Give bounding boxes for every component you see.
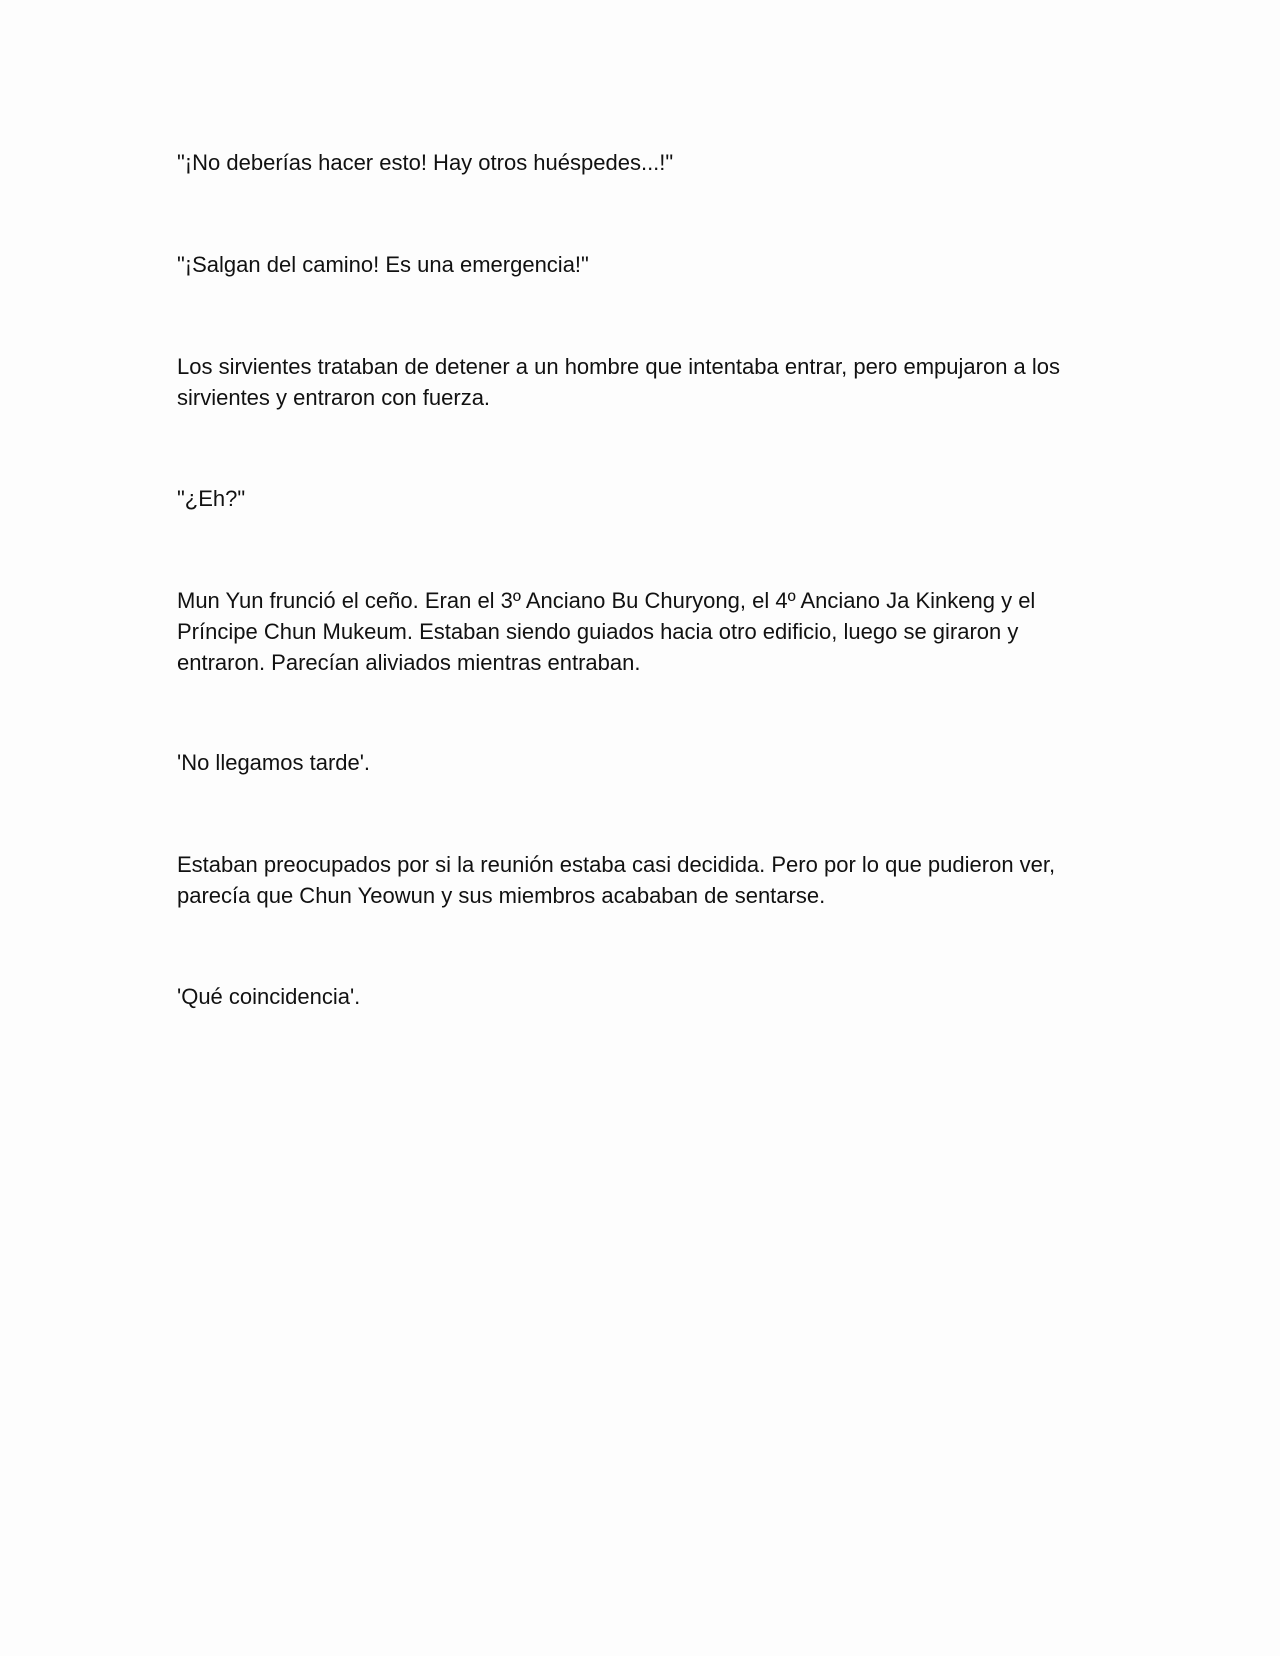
narration-paragraph: Mun Yun frunció el ceño. Eran el 3º Anciano Bu Churyong, el 4º Anciano Ja Kinkeng y el Príncipe Chun Mukeum. Estaban siendo guiados hacia otro edificio, luego se giraron y entraron. Parecían aliviados mientras entraban.: [177, 588, 1036, 675]
dialogue-line: "¿Eh?": [177, 486, 246, 511]
thought-line: 'Qué coincidencia'.: [177, 984, 361, 1009]
dialogue-line: "¡Salgan del camino! Es una emergencia!": [177, 252, 589, 277]
narration-paragraph: Los sirvientes trataban de detener a un hombre que intentaba entrar, pero empujaron a los sirvientes y entraron con fuerza.: [177, 354, 1061, 410]
thought-line: 'No llegamos tarde'.: [177, 750, 371, 775]
narration-paragraph: Estaban preocupados por si la reunión estaba casi decidida. Pero por lo que pudieron ver, parecía que Chun Yeowun y sus miembros acababan de sentarse.: [177, 852, 1056, 908]
dialogue-line: "¡No deberías hacer esto! Hay otros huéspedes...!": [177, 150, 674, 175]
